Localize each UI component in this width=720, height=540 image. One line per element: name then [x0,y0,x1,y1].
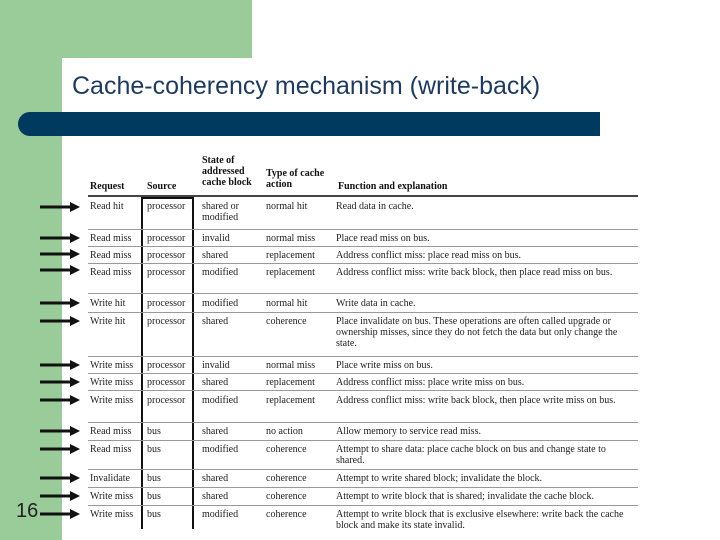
cell-source: processor [147,395,186,406]
cell-function: Attempt to write shared block; invalidate the block. [336,473,543,484]
cell-source: processor [147,250,186,261]
cell-function: Attempt to share data: place cache block on bus and change state to shared. [336,444,606,466]
header-function: Function and explanation [338,181,448,192]
cell-state: invalid [202,360,230,371]
row-arrow-head [70,298,80,308]
cell-state: shared [202,426,229,437]
cell-source: processor [147,267,186,278]
cell-type: coherence [266,444,307,455]
row-arrow-head [70,377,80,387]
cell-state: shared or modified [202,201,239,223]
cell-request: Read miss [90,444,132,455]
row-arrow-head [70,233,80,243]
cell-type: coherence [266,509,307,520]
row-arrow-head [70,444,80,454]
cell-state: invalid [202,233,230,244]
cell-source: processor [147,360,186,371]
cell-function: Allow memory to service read miss. [336,426,481,437]
cell-request: Write miss [90,509,134,520]
cell-source: processor [147,201,186,212]
slide-title: Cache-coherency mechanism (write-back) [72,72,541,100]
page-number: 16 [16,500,39,522]
cell-type: normal hit [266,201,308,212]
cell-function: Write data in cache. [336,298,416,309]
cell-request: Invalidate [90,473,130,484]
cell-type: normal hit [266,298,308,309]
cell-type: coherence [266,491,307,502]
cell-function: Attempt to write block that is exclusive elsewhere: write back the cache block and make its state invalid. [336,509,624,531]
cell-request: Read miss [90,267,132,278]
cell-state: shared [202,491,229,502]
cell-type: replacement [266,267,315,278]
cell-type: no action [266,426,303,437]
cell-source: processor [147,233,186,244]
cell-function: Read data in cache. [336,201,414,212]
cell-type: replacement [266,395,315,406]
cell-type: normal miss [266,233,316,244]
cell-request: Read hit [90,201,124,212]
cell-type: coherence [266,473,307,484]
row-arrow-head [70,265,80,275]
cell-type: replacement [266,377,315,388]
cell-source: bus [147,473,161,484]
cell-source: bus [147,491,161,502]
cell-request: Write miss [90,377,134,388]
cell-type: replacement [266,250,315,261]
cell-function: Place invalidate on bus. These operations are often called upgrade or ownership misses, since they do not fetch the data but only change the state. [336,316,618,349]
cell-state: modified [202,509,239,520]
header-request: Request [90,181,125,192]
row-arrow-head [70,426,80,436]
cell-function: Place write miss on bus. [336,360,433,371]
row-arrow-head [70,491,80,501]
cell-request: Write miss [90,360,134,371]
cell-state: modified [202,298,239,309]
header-type: Type of cache action [266,168,325,190]
cell-source: bus [147,509,161,520]
cell-function: Address conflict miss: write back block, then place read miss on bus. [336,267,613,278]
cell-request: Read miss [90,233,132,244]
cell-state: shared [202,250,229,261]
cell-function: Address conflict miss: place read miss on bus. [336,250,521,261]
cell-source: processor [147,377,186,388]
cell-source: processor [147,298,186,309]
cell-request: Write hit [90,298,126,309]
cell-state: shared [202,473,229,484]
header-source: Source [147,181,177,192]
cell-request: Read miss [90,426,132,437]
cell-type: normal miss [266,360,316,371]
header-state: State of addressed cache block [202,155,252,188]
row-arrow-head [70,360,80,370]
row-arrow-head [70,202,80,212]
cell-request: Write miss [90,395,134,406]
cell-function: Place read miss on bus. [336,233,430,244]
cell-request: Write hit [90,316,126,327]
cell-source: bus [147,444,161,455]
row-arrow-head [70,249,80,259]
cell-source: bus [147,426,161,437]
cell-state: modified [202,444,239,455]
cell-function: Address conflict miss: place write miss on bus. [336,377,525,388]
cell-request: Read miss [90,250,132,261]
cell-function: Attempt to write block that is shared; invalidate the cache block. [336,491,594,502]
cell-state: shared [202,377,229,388]
row-arrow-head [70,316,80,326]
cell-state: shared [202,316,229,327]
cell-state: modified [202,395,239,406]
cell-function: Address conflict miss: write back block, then place write miss on bus. [336,395,616,406]
cell-type: coherence [266,316,307,327]
row-arrow-head [70,473,80,483]
cell-source: processor [147,316,186,327]
cell-state: modified [202,267,239,278]
row-arrow-head [70,509,80,519]
row-arrow-head [70,395,80,405]
cell-request: Write miss [90,491,134,502]
